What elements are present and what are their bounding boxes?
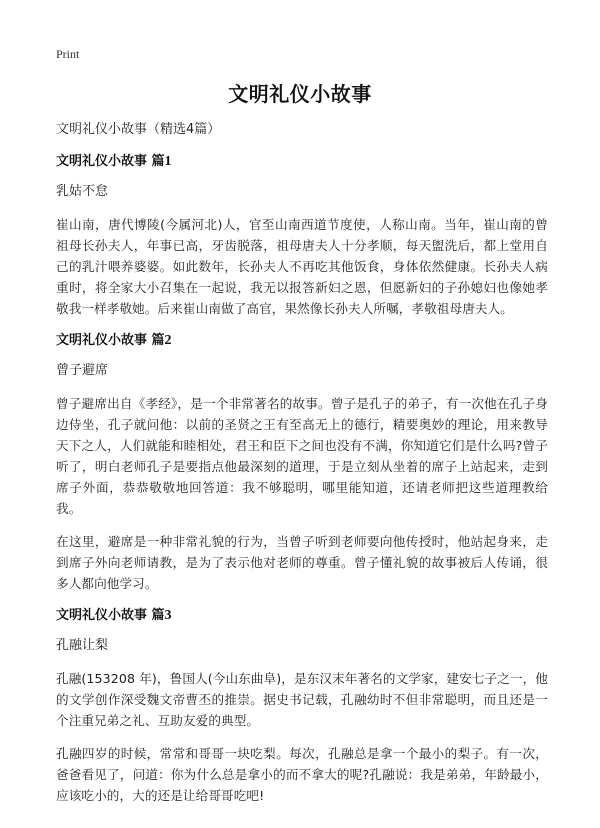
section-heading-text: 文明礼仪小故事 篇	[56, 608, 165, 623]
story-title: 孔融让梨	[56, 638, 109, 653]
print-label: Print	[56, 47, 80, 61]
document-body	[56, 120, 548, 818]
story-paragraph: 曾子避席出自《孝经》，是一个非常著名的故事。曾子是孔子的弟子，有一次他在孔子身边侍坐，孔子就问他：以前的圣贤之王有至高无上的德行，精要奥妙的理论，用来教导天下之人，人们就能和睦相处，君王和臣下之间也没有不满，你知道它们是什么吗?曾子听了，明白老师孔子是要指点他最深刻的道理，于是立刻从坐着的席子上站起来，走到席子外面，恭恭敬敬地回答道：我不够聪明，哪里能知道，还请老师把这些道理教给我。	[56, 396, 548, 516]
story-title: 乳姑不怠	[56, 184, 109, 199]
section-heading-text: 文明礼仪小故事 篇	[56, 333, 165, 348]
story-paragraph: 孔融四岁的时候，常常和哥哥一块吃梨。每次，孔融总是拿一个最小的梨子。有一次，爸爸看见了，问道：你为什么总是拿小的而不拿大的呢?孔融说：我是弟弟，年龄最小，应该吃小的，大的还是让给哥哥吃吧!	[56, 746, 548, 803]
story-paragraph: 在这里，避席是一种非常礼貌的行为，当曾子听到老师要向他传授时，他站起身来，走到席子外向老师请教，是为了表示他对老师的尊重。曾子懂礼貌的故事被后人传诵，很多人都向他学习。	[56, 534, 548, 591]
story-section-3	[56, 606, 548, 806]
section-heading-number: 1	[164, 154, 172, 169]
story-title: 曾子避席	[56, 363, 109, 378]
story-paragraph: 崔山南，唐代博陵(今属河北)人，官至山南西道节度使，人称山南。当年，崔山南的曾祖母长孙夫人，年事已高，牙齿脱落，祖母唐夫人十分孝顺，每天盥洗后，都上堂用自己的乳汁喂养婆婆。如此数年，长孙夫人不再吃其他饭食，身体依然健康。长孙夫人病重时，将全家大小召集在一起说，我无以报答新妇之恩，但愿新妇的子孙媳妇也像她孝敬我一样孝敬她。后来崔山南做了高官，果然像长孙夫人所嘱，孝敬祖母唐夫人。	[56, 217, 548, 316]
story-section-1	[56, 152, 548, 319]
section-heading	[56, 152, 548, 172]
story-section-2	[56, 331, 548, 594]
page-title: 文明礼仪小故事	[228, 82, 372, 106]
story-paragraph: 孔融(153208 年)，鲁国人(今山东曲阜)，是东汉末年著名的文学家，建安七子之一，他的文学创作深受魏文帝曹丕的推崇。据史书记载，孔融幼时不但非常聪明，而且还是一个注重兄弟之礼、互助友爱的典型。	[56, 671, 548, 728]
section-heading-text: 文明礼仪小故事 篇	[56, 154, 165, 169]
section-heading-number: 2	[164, 333, 172, 348]
section-heading	[56, 331, 548, 351]
section-heading	[56, 606, 548, 626]
document-subtitle: 文明礼仪小故事（精选4篇）	[56, 122, 221, 137]
section-heading-number: 3	[164, 608, 172, 623]
